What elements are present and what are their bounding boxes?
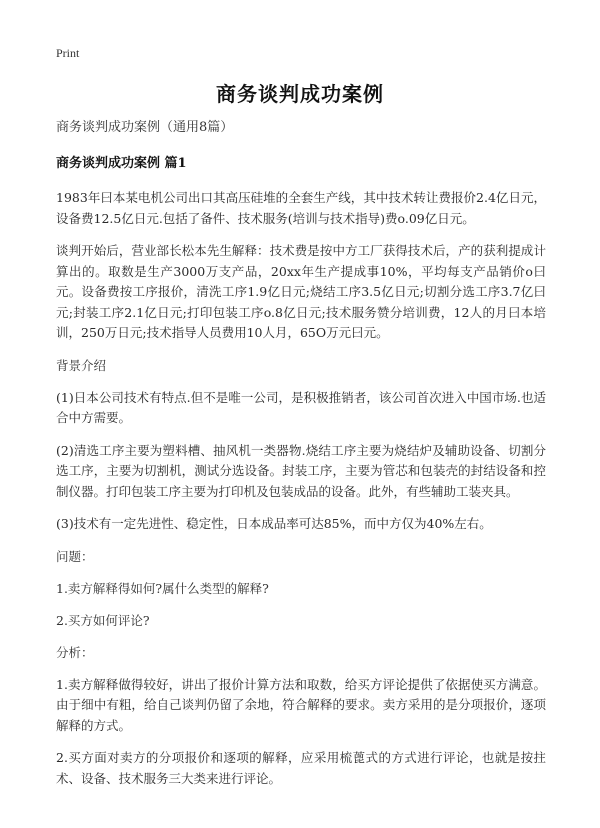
analysis-2: 2.买方面对卖方的分项报价和逐项的解释，应采用梳蓖式的方式进行评论，也就是按拄术、设备、技术服务三大类来进行评论。 xyxy=(56,750,546,786)
document-title: 商务谈判成功案例 xyxy=(216,82,384,106)
heading-analysis: 分析： xyxy=(56,644,94,660)
print-label[interactable]: Print xyxy=(56,46,80,60)
paragraph-explanation: 谈判开始后，营业部长松本先生解释：技术费是按中方工厂获得技术后，产的获利提成计算出的。取数是生产3000万支产品，20xx年生产提成事10%，平均每支产品销价o曰元。设备费按工序报价，清洗工序1.9亿日元;烧结工序3.5亿日元;切割分选工序3.7亿曰元;封装工序2.1亿日元;打印包装工序o.8亿日元;技术服务赞分培训费，12人的月曰本培训，250万日元;技术指导人员费用10人月，65O万元曰元。 xyxy=(56,243,546,340)
paragraph-background-2: (2)清选工序主要为塑料槽、抽风机一类器物.烧结工序主要为烧结炉及辅助设备、切割分选工序，主要为切割机，测试分选设备。封装工序，主要为管芯和包装壳的封结设备和控制仪器。打印包装工序主要为打印机及包装成品的设备。此外，有些辅助工装夹具。 xyxy=(56,442,546,499)
heading-background: 背景介绍 xyxy=(56,357,107,373)
document-subtitle: 商务谈判成功案例（通用8篇） xyxy=(56,120,234,135)
question-1: 1.卖方解释得如何?属什么类型的解释? xyxy=(56,580,269,596)
paragraph-intro: 1983年曰本某电机公司出口其高压硅堆的全套生产线，其中技术转让费报价2.4亿日元，设备费12.5亿日元.包括了备件、技术服务(培训与技术指导)费o.09亿日元。 xyxy=(56,190,546,226)
analysis-1: 1.卖方解释做得较好，讲出了报价计算方法和取数，给买方评论提供了依据使买方满意。由于细中有粗，给自己谈判仍留了余地，符合解释的要求。卖方采用的是分项报价，逐项解释的方式。 xyxy=(56,676,546,733)
heading-questions: 问题： xyxy=(56,548,94,564)
paragraph-background-3: (3)技术有一定先进性、稳定性，日本成品率可达85%，而中方仅为40%左右。 xyxy=(56,516,492,531)
question-2: 2.买方如何评论? xyxy=(56,612,150,628)
paragraph-background-1: (1)日本公司技术有特点.但不是唯一公司，是积极推销者，该公司首次进入中国市场.也适合中方需要。 xyxy=(56,389,546,425)
section-heading: 商务谈判成功案例 篇1 xyxy=(56,156,187,171)
document-body xyxy=(56,118,546,801)
